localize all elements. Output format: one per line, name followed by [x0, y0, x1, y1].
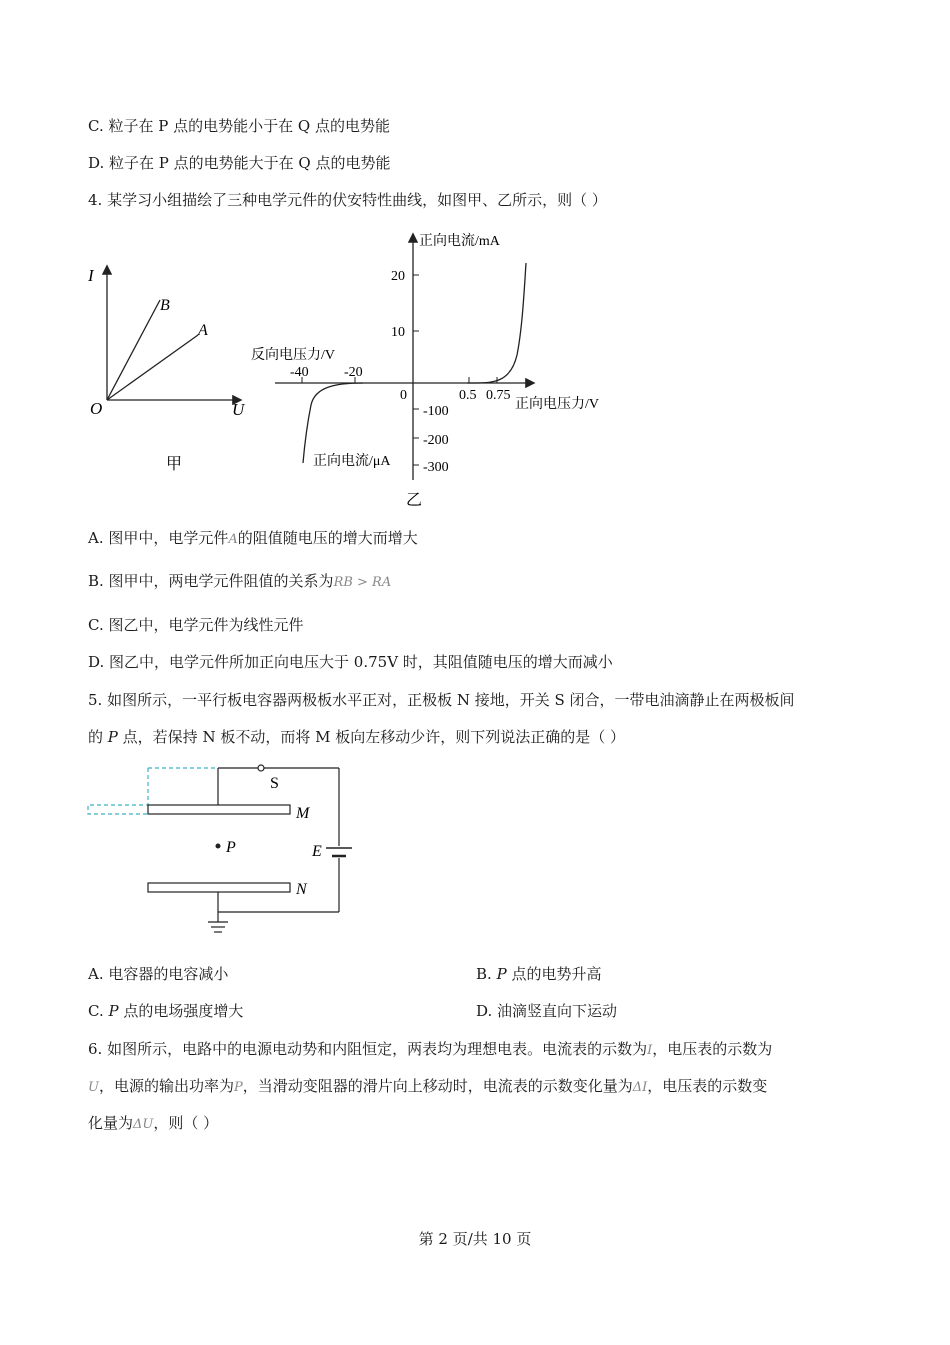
axis-i-label: I [88, 266, 94, 285]
line-a [107, 335, 198, 400]
page-footer: 第 2 页/共 10 页 [418, 1230, 532, 1248]
y-tick-20: 20 [391, 269, 405, 284]
q4-option-a: A. 图甲中，电学元件A的阻值随电压的增大而增大 [88, 529, 418, 547]
y-tick-minus200: -200 [423, 433, 449, 448]
x-tick-0: 0 [400, 388, 407, 403]
resistance-relation-symbol: RB > RA [333, 575, 392, 590]
q6-stem-line2: U，电源的输出功率为P，当滑动变阻器的滑片向上移动时，电流表的示数变化量为ΔI，电压表的示数变 [88, 1077, 768, 1095]
figure-yi-caption: 乙 [406, 492, 423, 509]
q6-stem-line3: 化量为ΔU，则（ ） [88, 1114, 219, 1132]
y-label-top: 正向电流/mA [419, 234, 500, 249]
axis-u-label: U [232, 400, 245, 419]
q4-stem: 4. 某学习小组描绘了三种电学元件的伏安特性曲线，如图甲、乙所示，则（ ） [88, 191, 607, 209]
y-tick-10: 10 [391, 325, 405, 340]
q4-option-d: D. 图乙中，电学元件所加正向电压大于 0.75V 时，其阻值随电压的增大而减小 [88, 653, 613, 671]
switch-label: S [270, 775, 279, 792]
source-e-label: E [312, 843, 322, 860]
point-p-label: P [226, 839, 236, 856]
plate-m-label: M [296, 805, 310, 822]
q6-stem-line1: 6. 如图所示，电路中的电源电动势和内阻恒定，两表均为理想电表。电流表的示数为I，电压表的示数为 [88, 1040, 773, 1058]
x-tick-minus20: -20 [344, 365, 363, 380]
q5-stem-line2: 的 P 点，若保持 N 板不动，而将 M 板向左移动少许，则下列说法正确的是（ ） [88, 728, 625, 746]
y-tick-minus100: -100 [423, 404, 449, 419]
delta-i-symbol: ΔI [632, 1080, 648, 1095]
x-tick-0.5: 0.5 [459, 388, 477, 403]
line-b [107, 300, 160, 400]
plate-m [148, 805, 290, 814]
voltage-symbol: U [88, 1080, 99, 1095]
plate-n [148, 883, 290, 892]
capacitor-circuit-figure [86, 760, 366, 950]
q5-option-c: C. P 点的电场强度增大 [88, 1002, 244, 1020]
q5-option-b: B. P 点的电势升高 [476, 965, 602, 983]
line-b-label: B [160, 297, 170, 314]
forward-curve [467, 263, 526, 383]
y-label-bottom: 正向电流/μA [313, 454, 391, 469]
plate-n-label: N [296, 881, 307, 898]
q5-option-d: D. 油滴竖直向下运动 [476, 1002, 618, 1020]
x-tick-minus40: -40 [290, 365, 309, 380]
q4-option-c: C. 图乙中，电学元件为线性元件 [88, 616, 304, 634]
x-label-left: 反向电压力/V [251, 348, 335, 363]
power-symbol: P [233, 1080, 243, 1095]
figure-jia-caption: 甲 [166, 456, 183, 473]
q5-stem-line1: 5. 如图所示，一平行板电容器两极板水平正对，正极板 N 接地，开关 S 闭合，一带电油滴静止在两极板间 [88, 691, 795, 709]
y-tick-minus300: -300 [423, 460, 449, 475]
current-symbol: I [647, 1043, 653, 1058]
element-a-symbol: A [228, 532, 238, 547]
switch-contact [258, 765, 264, 771]
reverse-curve [303, 383, 363, 463]
figure-jia [80, 255, 260, 480]
origin-label: O [90, 399, 103, 418]
q3-option-d: D. 粒子在 P 点的电势能大于在 Q 点的电势能 [88, 154, 391, 172]
figure-yi [245, 225, 625, 515]
oil-droplet [216, 844, 221, 849]
q3-option-c: C. 粒子在 P 点的电势能小于在 Q 点的电势能 [88, 117, 390, 135]
x-label-right: 正向电压力/V [515, 397, 599, 412]
line-a-label: A [198, 322, 208, 339]
q5-option-a: A. 电容器的电容减小 [88, 965, 229, 983]
delta-u-symbol: ΔU [133, 1117, 154, 1132]
q4-option-b: B. 图甲中，两电学元件阻值的关系为RB > RA [88, 572, 392, 590]
x-tick-0.75: 0.75 [486, 388, 511, 403]
